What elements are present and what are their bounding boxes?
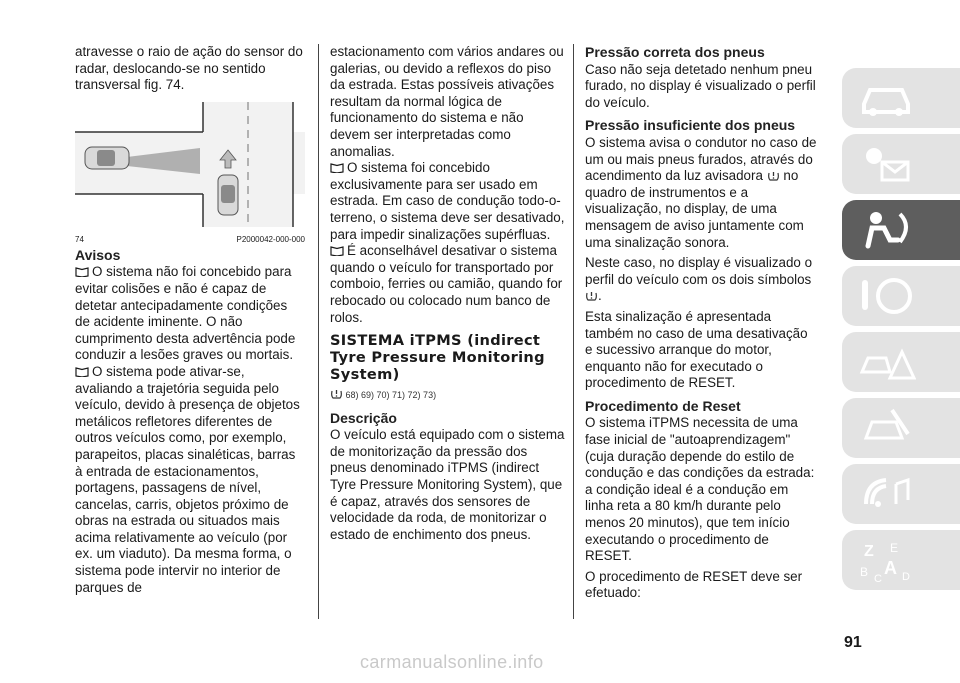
tyre-pressure-icon [767, 169, 780, 182]
note-1: O sistema foi concebido exclusivamente para ser usado em estrada. Em caso de condução todo-o-terreno, o sistema deve ser desativado, para impedir sinalizações supérfluas. [330, 160, 565, 242]
display-text: Neste caso, no display é visualizado o perfil do veículo com os dois símbolos . [585, 255, 813, 304]
aviso-2: O sistema pode ativar-se, avaliando a trajetória seguida pelo veículo, devido à presença de objetos metálicos refletores diferentes de outros veículos como, por exemplo, parapeitos, placas sinaléticas, barras à entrada de estacionamentos, portagens, passagens de nível, cancelas, carris, objetos próximo de obras na estrada ou situados mais acima relativamente ao veículo (por ex. um viaduto). Da mesma forma, o sistema pode intervir no interior de parques de [75, 363, 300, 595]
svg-text:A: A [884, 558, 897, 578]
column-2 [330, 44, 565, 543]
tyre-pressure-icon [585, 289, 598, 302]
figure-74 [75, 102, 305, 245]
column-1 [75, 44, 305, 596]
svg-text:B: B [860, 565, 869, 579]
column-divider [318, 44, 319, 619]
figure-number: 74 [75, 235, 84, 245]
tyre-pressure-icon [330, 387, 343, 400]
warning-book-icon [330, 163, 344, 172]
description-text: O veículo está equipado com o sistema de monitorização da pressão dos pneus denominado iTPMS (indirect Tyre Pressure Monitoring System), que é capaz, através dos sensores de velocidade da roda, de monitorizar o estado de enchimento dos pneus. [330, 427, 565, 542]
safety-airbag-icon [856, 206, 916, 254]
maintenance-icon [856, 404, 916, 452]
correct-pressure-text: Caso não seja detetado nenhum pneu furado, no display é visualizado o perfil do veículo. [585, 61, 816, 110]
warning-book-icon [75, 367, 89, 376]
tab-start-driving[interactable] [842, 266, 960, 326]
column-3 [585, 44, 817, 602]
svg-text:E: E [890, 541, 899, 555]
index-icon [856, 536, 916, 584]
tab-emergency[interactable] [842, 332, 960, 392]
warning-lights-icon [856, 140, 916, 188]
tab-warning-lights[interactable] [842, 134, 960, 194]
description-heading: Descrição [330, 409, 397, 426]
start-driving-icon [856, 272, 916, 320]
radar-diagram [75, 102, 305, 227]
continuation-text: estacionamento com vários andares ou galerias, ou devido a reflexos do piso da estrada. Estas possíveis ativações resultam da normal lógica de funcionamento do sistema e não devem ser interpretadas como anomalias. [330, 44, 564, 159]
svg-text:Z: Z [864, 543, 874, 560]
aviso-1: O sistema não foi concebido para evitar colisões e não é capaz de detetar antecipadamente condições de acidente iminente. O não cumprimento desta advertência pode conduzir a lesões graves ou mortais. [75, 264, 296, 363]
car-info-icon [856, 74, 916, 122]
tab-multimedia[interactable] [842, 464, 960, 524]
intro-text: atravesse o raio de ação do sensor do radar, deslocando-se no sentido transversal fig. 74. [75, 44, 303, 93]
reset-heading: Procedimento de Reset [585, 397, 741, 414]
reset-instruction: O procedimento de RESET deve ser efetuado: [585, 568, 803, 601]
signal-text: Esta sinalização é apresentada também no caso de uma desativação e sucessivo arranque do motor, enquanto não for executado o procedimento de RESET. [585, 308, 808, 391]
figure-code: P2000042-000-000 [236, 235, 305, 245]
low-pressure-text: O sistema avisa o condutor no caso de um ou mais pneus furados, através do acendimento da luz avisadora no quadro de instrumentos e a visualização, no display, de uma mensagem de aviso juntamente com uma sinalização sonora. [585, 134, 817, 250]
svg-text:C: C [874, 573, 882, 584]
avisos-heading: Avisos [75, 246, 121, 263]
emergency-icon [856, 338, 916, 386]
tab-maintenance[interactable] [842, 398, 960, 458]
references: 68) 69) 70) 71) 72) 73) [330, 387, 565, 404]
tab-car-info[interactable] [842, 68, 960, 128]
multimedia-icon [856, 470, 916, 518]
reset-text: O sistema iTPMS necessita de uma fase inicial de "autoaprendizagem" (cuja duração depende do estilo de condução e das condições da estrada: a condição ideal é a condução em linha reta a 80 km/h durante pelo menos 20 minutos), que tem início executando o procedimento de RESET. [585, 415, 815, 564]
warning-book-icon [330, 246, 344, 255]
watermark: carmanualsonline.info [360, 652, 544, 672]
tab-index[interactable] [842, 530, 960, 590]
warning-book-icon [75, 267, 89, 276]
page-number: 91 [844, 634, 862, 651]
note-2: É aconselhável desativar o sistema quando o veículo for transportado por comboio, ferries ou camião, quando for rebocado ou colocado num banco de rolos. [330, 243, 563, 325]
low-pressure-heading: Pressão insuficiente dos pneus [585, 117, 796, 134]
section-title: SISTEMA iTPMS (indirect Tyre Pressure Monitoring System) [330, 332, 545, 384]
svg-text:D: D [902, 571, 910, 583]
tab-safety[interactable] [842, 200, 960, 260]
column-divider [573, 44, 574, 619]
correct-pressure-heading: Pressão correta dos pneus [585, 44, 765, 60]
